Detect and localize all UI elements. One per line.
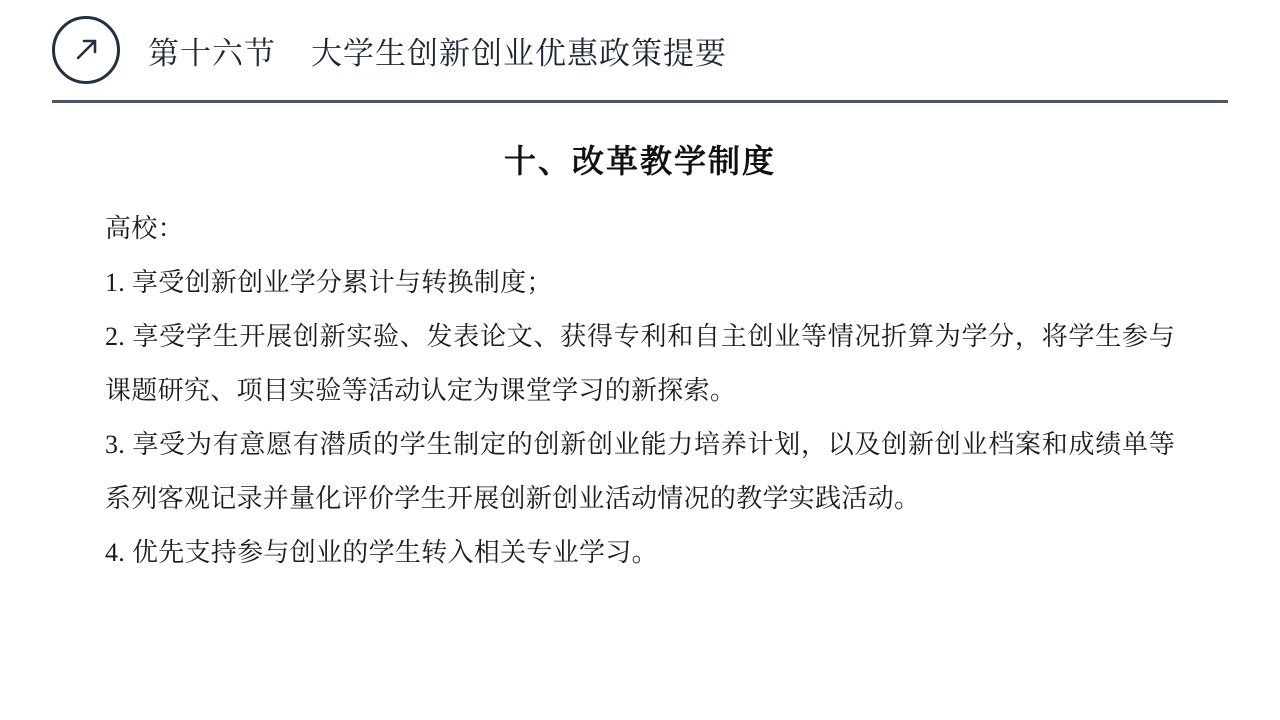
slide-header — [0, 0, 1280, 100]
list-item: 1. 享受创新创业学分累计与转换制度； — [105, 268, 553, 297]
lead-text: 高校： — [105, 214, 184, 243]
page-title: 十、改革教学制度 — [503, 143, 776, 179]
arrow-up-right-icon — [52, 16, 120, 84]
list-item: 3. 享受为有意愿有潜质的学生制定的创新创业能力培养计划，以及创新创业档案和成绩单等系列客观记录并量化评价学生开展创新创业活动情况的教学实践活动。 — [105, 430, 1175, 513]
list-item: 2. 享受学生开展创新实验、发表论文、获得专利和自主创业等情况折算为学分，将学生参与课题研究、项目实验等活动认定为课堂学习的新探索。 — [105, 322, 1175, 405]
header-title: 第十六节 大学生创新创业优惠政策提要 — [148, 35, 727, 71]
slide-content — [0, 100, 1280, 580]
list-item: 4. 优先支持参与创业的学生转入相关专业学习。 — [105, 538, 658, 567]
